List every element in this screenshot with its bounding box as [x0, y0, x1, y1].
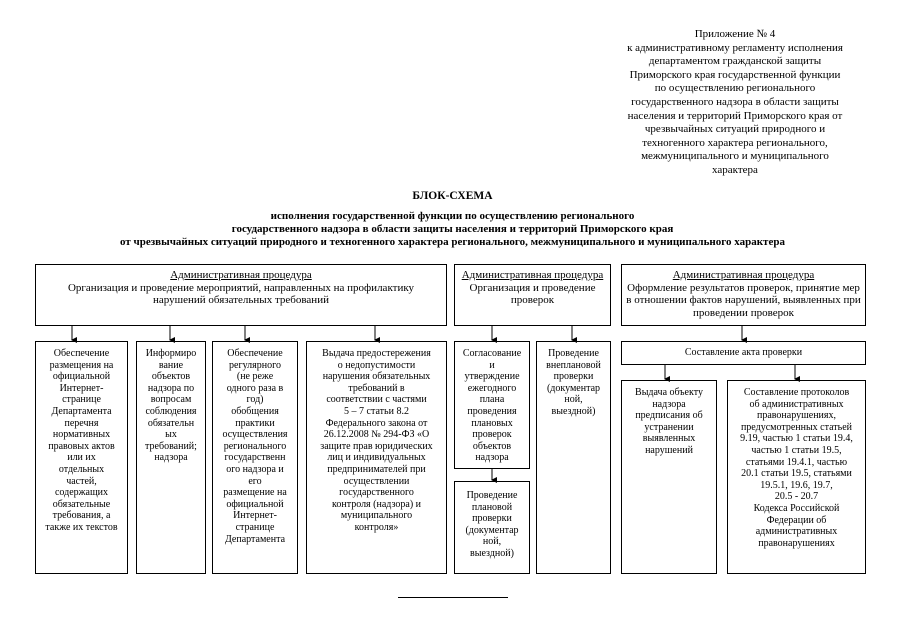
step-line: ной, [482, 536, 502, 548]
step-line: Обеспечение [227, 348, 283, 359]
step-line: о недопустимости [337, 359, 416, 371]
appendix-line: государственного надзора в области защиты [631, 95, 839, 108]
step-line: (не реже [236, 371, 274, 383]
step-line: 20.5 - 20.7 [774, 491, 819, 503]
step-line: надзора [652, 398, 686, 410]
step-line: лиц и индивидуальных [327, 452, 426, 464]
step-line: статьями 19.4.1, частью [745, 456, 848, 468]
step-line: или их [67, 452, 96, 464]
step-line: правонарушениях [758, 537, 835, 549]
procedure-text: Организация и проведение мероприятий, направленных на профилактику нарушений обязательных требований [67, 281, 415, 307]
step-line: его [248, 475, 262, 487]
step-line: перечня [64, 417, 99, 429]
step-line: соответствии с частями [326, 394, 427, 406]
step-line: Интернет- [233, 510, 277, 522]
step-line: одного раза в [226, 382, 284, 394]
step-line: выездной) [470, 547, 514, 559]
step-line: нарушения обязательных [322, 371, 431, 383]
step-line: требования, а [52, 510, 111, 522]
page-title: БЛОК-СХЕМА [412, 190, 493, 202]
subtitle-line: исполнения государственной функции по осуществлению регионального [270, 210, 635, 222]
step-line: 19.5.1, 19.6, 19.7, [760, 479, 833, 491]
step-line: Выдача объекту [635, 387, 703, 398]
step-line: практики [235, 417, 275, 429]
step-line: государственн [224, 452, 286, 464]
step-line: правовых актов [48, 440, 115, 452]
step-line: 9.19, частью 1 статьи 19.4, [740, 433, 853, 445]
step-line: проверки [553, 371, 594, 383]
appendix-line: техногенного характера регионального, [642, 136, 828, 149]
step-line: Составление протоколов [743, 387, 850, 398]
step-line: правонарушениях, [756, 410, 837, 422]
step-line: Федерального закона от [325, 417, 428, 429]
step-line: частей, [66, 475, 97, 487]
step-line: Обеспечение [53, 348, 110, 359]
procedure-heading: Административная процедура [672, 269, 815, 281]
step-line: надзора по [147, 382, 195, 394]
step-line: надзора [154, 452, 188, 464]
step-line: и [489, 359, 495, 371]
step-line: ого надзора и [226, 463, 284, 475]
step-line: проведения [467, 405, 517, 417]
step-line: государственного [339, 487, 414, 499]
step-line: Кодекса Российской [753, 502, 840, 514]
step-line: регионального [223, 440, 287, 452]
appendix-line: Приложение № 4 [694, 28, 776, 40]
step-line: Федерации об [766, 514, 827, 526]
procedure-text: Оформление результатов проверок, принятие мер в отношении фактов нарушений, выявленных при проведении проверок [626, 281, 861, 319]
appendix-line: к административному регламенту исполнения [627, 41, 843, 54]
step-line: Интернет- [59, 382, 104, 394]
appendix-line: характера [712, 163, 758, 176]
step-line: устранении [644, 421, 694, 433]
step-line: Департамента [224, 533, 286, 545]
step-line: требований; [145, 440, 197, 452]
step-line: странице [62, 394, 101, 406]
appendix-line: Приморского края государственной функции [629, 68, 841, 81]
step-line: 5 – 7 статьи 8.2 [344, 405, 409, 417]
step-line: выявленных [642, 433, 696, 445]
step-line: Информиро [145, 348, 197, 359]
procedure-heading: Административная процедура [461, 269, 604, 281]
step-line: нарушений [645, 444, 693, 456]
step-line: об административных [749, 398, 844, 410]
appendix-line: чрезвычайных ситуаций природного и [644, 123, 826, 136]
step-line: 26.12.2008 № 294-ФЗ «О [323, 429, 430, 441]
step-line: ной, [564, 394, 583, 406]
step-line: обобщения [231, 405, 279, 417]
step-line: административных [755, 526, 838, 538]
step-line: Проведение [466, 490, 518, 501]
step-line: муниципального [340, 510, 413, 522]
step-line: объектов [472, 440, 512, 452]
step-line: год) [246, 394, 264, 406]
step-line: Выдача предостережения [322, 348, 431, 359]
step-line: странице [235, 521, 275, 533]
appendix-line: по осуществлению регионального [654, 82, 816, 95]
procedure-text: Организация и проведение проверок [469, 281, 596, 307]
subtitle-line: от чрезвычайных ситуаций природного и техногенного характера регионального, межмуниципального и муниципального характера [120, 235, 785, 248]
step-line: осуществлении [343, 475, 410, 487]
step-line: размещение на [223, 487, 287, 499]
step-line: обязательн [147, 417, 195, 429]
procedure-heading: Административная процедура [170, 269, 312, 281]
step-line: надзора [475, 452, 509, 464]
step-line: регулярного [229, 359, 281, 371]
step-line: содержащих [54, 487, 109, 499]
step-line: (документар [546, 382, 601, 394]
step-line: (документар [465, 524, 519, 536]
appendix-line: населения и территорий Приморского края от [627, 109, 843, 122]
step-line: размещения на [49, 359, 114, 371]
step-line: контроля» [354, 521, 399, 533]
step-line: плана [479, 394, 505, 406]
step-line: ых [165, 429, 177, 441]
step-line: плановых [471, 417, 513, 429]
footnote-divider [398, 597, 508, 598]
step-line: официальной [226, 498, 284, 510]
subtitle-line: государственного надзора в области защиты населения и территорий Приморского края [231, 222, 674, 235]
step-line: соблюдения [145, 405, 197, 417]
step-line: проверок [472, 429, 512, 441]
step-line: выездной) [551, 405, 596, 417]
step-line: вопросам [150, 394, 192, 406]
step-line: обязательные [52, 498, 111, 510]
appendix-line: департаментом гражданской защиты [648, 55, 822, 68]
step-line: Составление акта проверки [684, 347, 803, 358]
step-line: ежегодного [467, 382, 517, 394]
step-line: официальной [52, 371, 111, 383]
step-line: утверждение [464, 371, 520, 383]
step-line: осуществления [222, 429, 288, 441]
step-line: нормативных [52, 429, 111, 441]
step-line: объектов [151, 371, 191, 383]
step-line: проверки [472, 513, 512, 525]
step-line: требований в [348, 382, 405, 394]
step-line: предусмотренных статьей [740, 421, 853, 433]
step-line: вание [158, 359, 184, 371]
step-line: частью 1 статьи 19.5, [751, 444, 842, 456]
step-line: предпринимателей при [327, 463, 426, 475]
step-line: плановой [471, 501, 513, 513]
step-line: Департамента [51, 405, 112, 417]
step-line: контроля (надзора) и [332, 498, 421, 510]
step-line: Согласование [462, 348, 522, 359]
step-line: предписания об [635, 410, 703, 422]
step-line: 20.1 статьи 19.5, статьями [741, 468, 852, 480]
step-line: отдельных [58, 463, 105, 475]
appendix-line: межмуниципального и муниципального [641, 150, 829, 163]
step-line: также их текстов [45, 521, 118, 533]
step-line: защите прав юридических [320, 440, 433, 452]
step-line: Проведение [548, 348, 599, 359]
step-line: внеплановой [546, 359, 601, 371]
